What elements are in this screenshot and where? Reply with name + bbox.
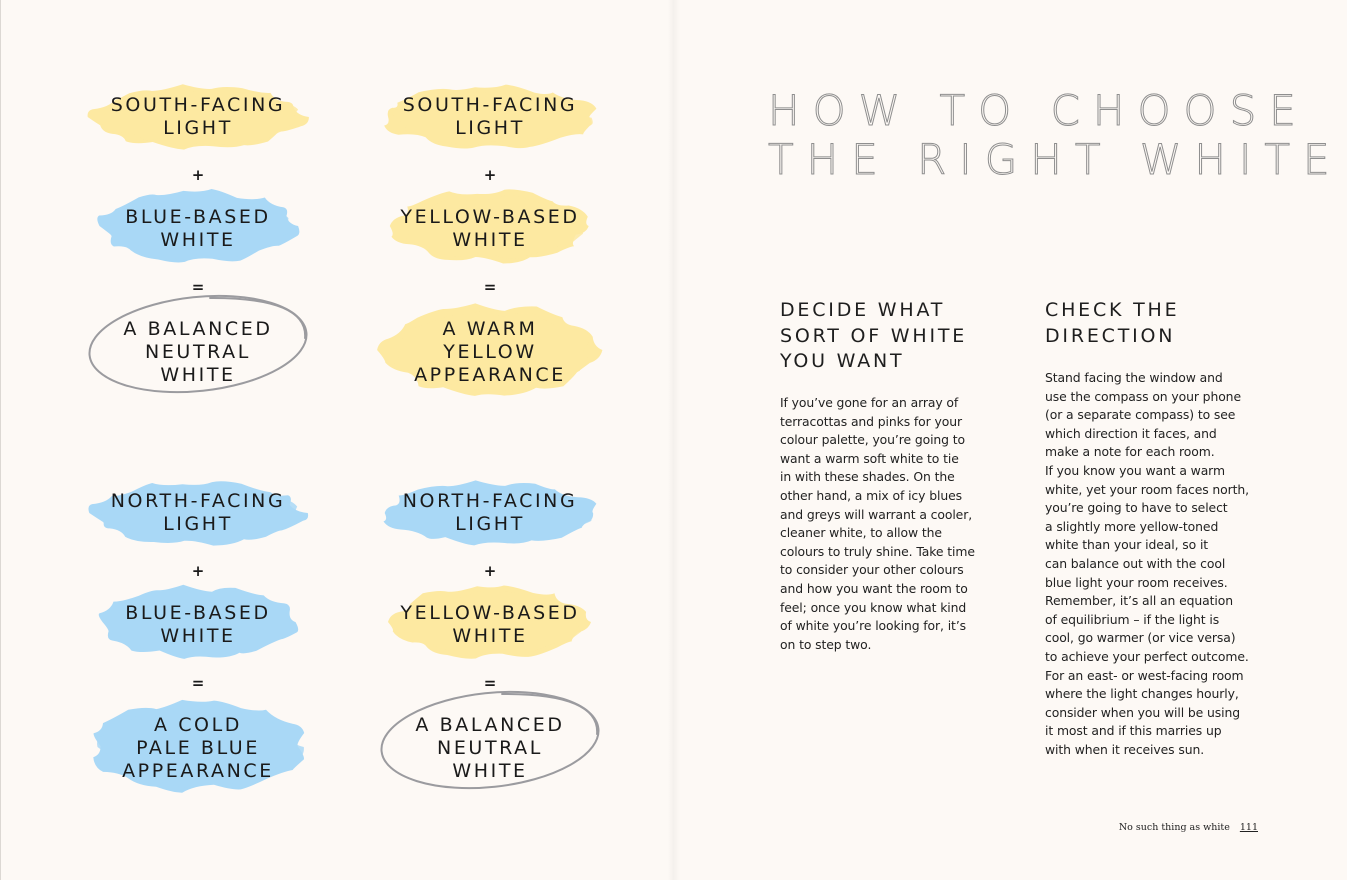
result-label: A WARM YELLOW APPEARANCE — [414, 318, 566, 386]
plus-sign: + — [191, 166, 205, 184]
equation-south-blue — [78, 84, 318, 414]
page-title: HOW TO CHOOSE THE RIGHT WHITE — [768, 86, 1343, 184]
white-base-label: BLUE-BASED WHITE — [125, 206, 271, 251]
light-label: SOUTH-FACING LIGHT — [110, 94, 286, 139]
light-label: NORTH-FACING LIGHT — [402, 490, 578, 535]
plus-sign: + — [483, 166, 497, 184]
equation-north-blue — [78, 480, 318, 810]
running-title: No such thing as white — [1118, 822, 1230, 833]
white-base-label: YELLOW-BASED WHITE — [400, 602, 580, 647]
section-body-decide: If you’ve gone for an array of terracottas and pinks for your colour palette, you’re going to want a warm soft white to tie in with these shades. On the other hand, a mix of icy blues and greys will warrant a cooler, cleaner white, to allow the colours to truly shine. Take time to consider your other colours and how you want the room to feel; once you know what kind of white you’re looking for, it’s on to step two. — [780, 395, 975, 652]
plus-sign: + — [191, 562, 205, 580]
page-number: 111 — [1239, 822, 1258, 833]
equals-sign: = — [483, 278, 497, 296]
light-label: SOUTH-FACING LIGHT — [402, 94, 578, 139]
equals-sign: = — [483, 674, 497, 692]
light-label: NORTH-FACING LIGHT — [110, 490, 286, 535]
section-body-direction: Stand facing the window and use the compass on your phone (or a separate compass) to see which direction it faces, and make a note for each room. If you know you want a warm white, yet your room faces north, you’re going to have to select a slightly more yellow-toned white than your ideal, so it can balance out with the cool blue light your room receives. Remember, it’s all an equation of equilibrium – if the light is cool, go warmer (or vice versa) to achieve your perfect outcome. For an east- or west-facing room where the light changes hourly, consider when you will be using it most and if this marries up with when it receives sun. — [1045, 370, 1249, 757]
result-label: A BALANCED NEUTRAL WHITE — [415, 714, 565, 782]
page-footer — [1100, 822, 1258, 833]
white-base-label: BLUE-BASED WHITE — [125, 602, 271, 647]
equals-sign: = — [191, 674, 205, 692]
result-label: A COLD PALE BLUE APPEARANCE — [122, 714, 274, 782]
plus-sign: + — [483, 562, 497, 580]
result-label: A BALANCED NEUTRAL WHITE — [123, 318, 273, 386]
section-heading-direction: CHECK THE DIRECTION — [1045, 299, 1180, 347]
page-fold — [668, 0, 680, 880]
section-heading-decide: DECIDE WHAT SORT OF WHITE YOU WANT — [780, 299, 968, 372]
equation-south-yellow — [370, 84, 610, 414]
white-base-label: YELLOW-BASED WHITE — [400, 206, 580, 251]
equals-sign: = — [191, 278, 205, 296]
equation-north-yellow — [370, 480, 610, 810]
